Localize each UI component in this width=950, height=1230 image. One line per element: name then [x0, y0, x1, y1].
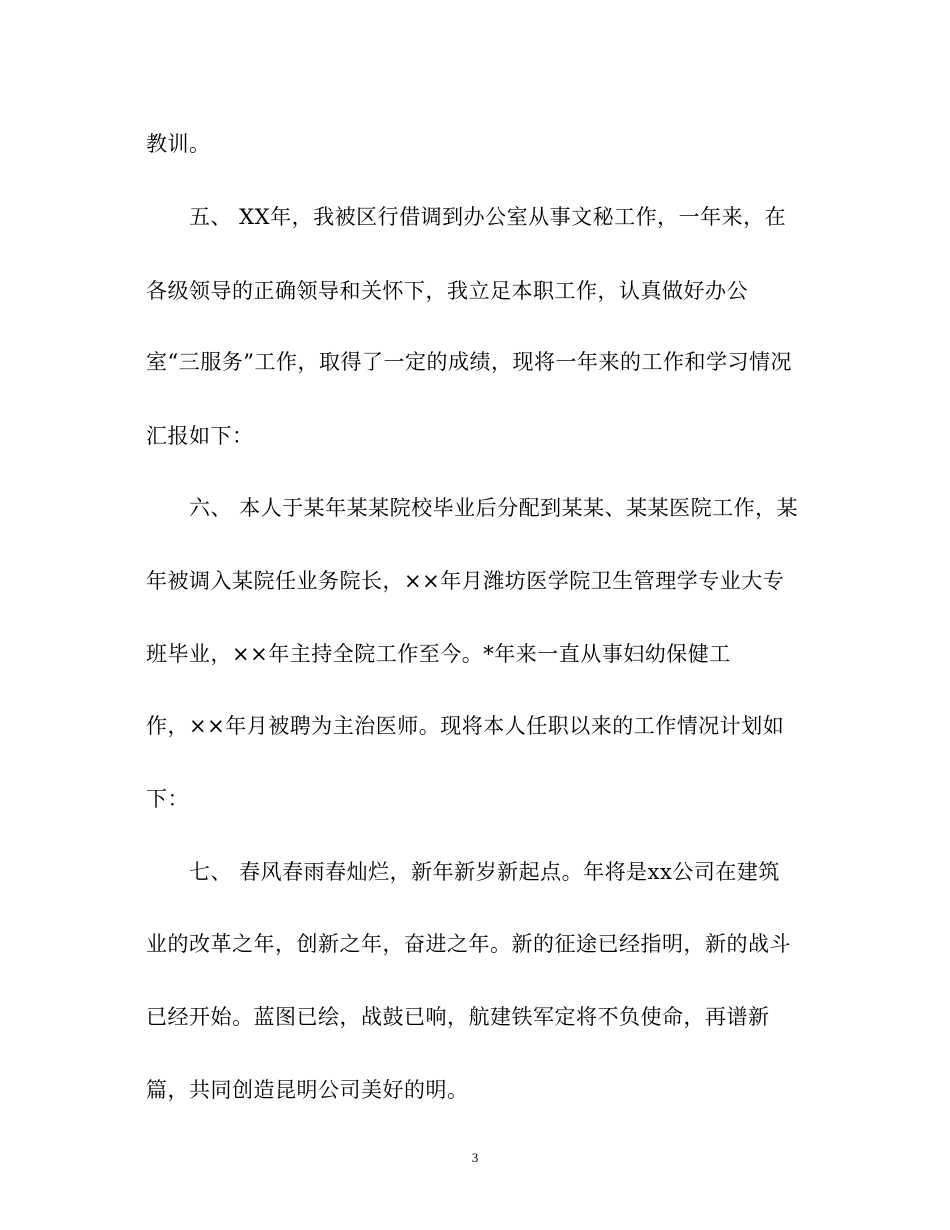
text-line: 教训。	[146, 132, 211, 156]
text-line: 篇，共同创造昆明公司美好的明。	[146, 1078, 469, 1102]
text-line: 五、 XX年，我被区行借调到办公室从事文秘工作，一年来，在	[189, 205, 787, 229]
text-line: 七、 春风春雨春灿烂，新年新岁新起点。年将是xx公司在建筑	[189, 860, 780, 884]
text-line: 已经开始。蓝图已绘，战鼓已响，航建铁军定将不负使命，再谱新	[146, 1005, 770, 1029]
text-line: 下：	[146, 787, 189, 811]
page-number: 3	[471, 1150, 479, 1165]
text-line: 年被调入某院任业务院长，××年月潍坊医学院卫生管理学专业大专	[146, 569, 785, 593]
text-line: 班毕业，××年主持全院工作至今。*年来一直从事妇幼保健工	[146, 642, 731, 666]
text-line: 室“三服务”工作，取得了一定的成绩，现将一年来的工作和学习情况	[146, 350, 792, 374]
text-line: 作，××年月被聘为主治医师。现将本人任职以来的工作情况计划如	[146, 714, 785, 738]
text-line: 汇报如下：	[146, 424, 254, 448]
text-line: 各级领导的正确领导和关怀下，我立足本职工作，认真做好办公	[146, 279, 748, 303]
text-line: 业的改革之年，创新之年，奋进之年。新的征途已经指明，新的战斗	[146, 932, 791, 956]
text-line: 六、 本人于某年某某院校毕业后分配到某某、某某医院工作，某	[189, 496, 799, 520]
